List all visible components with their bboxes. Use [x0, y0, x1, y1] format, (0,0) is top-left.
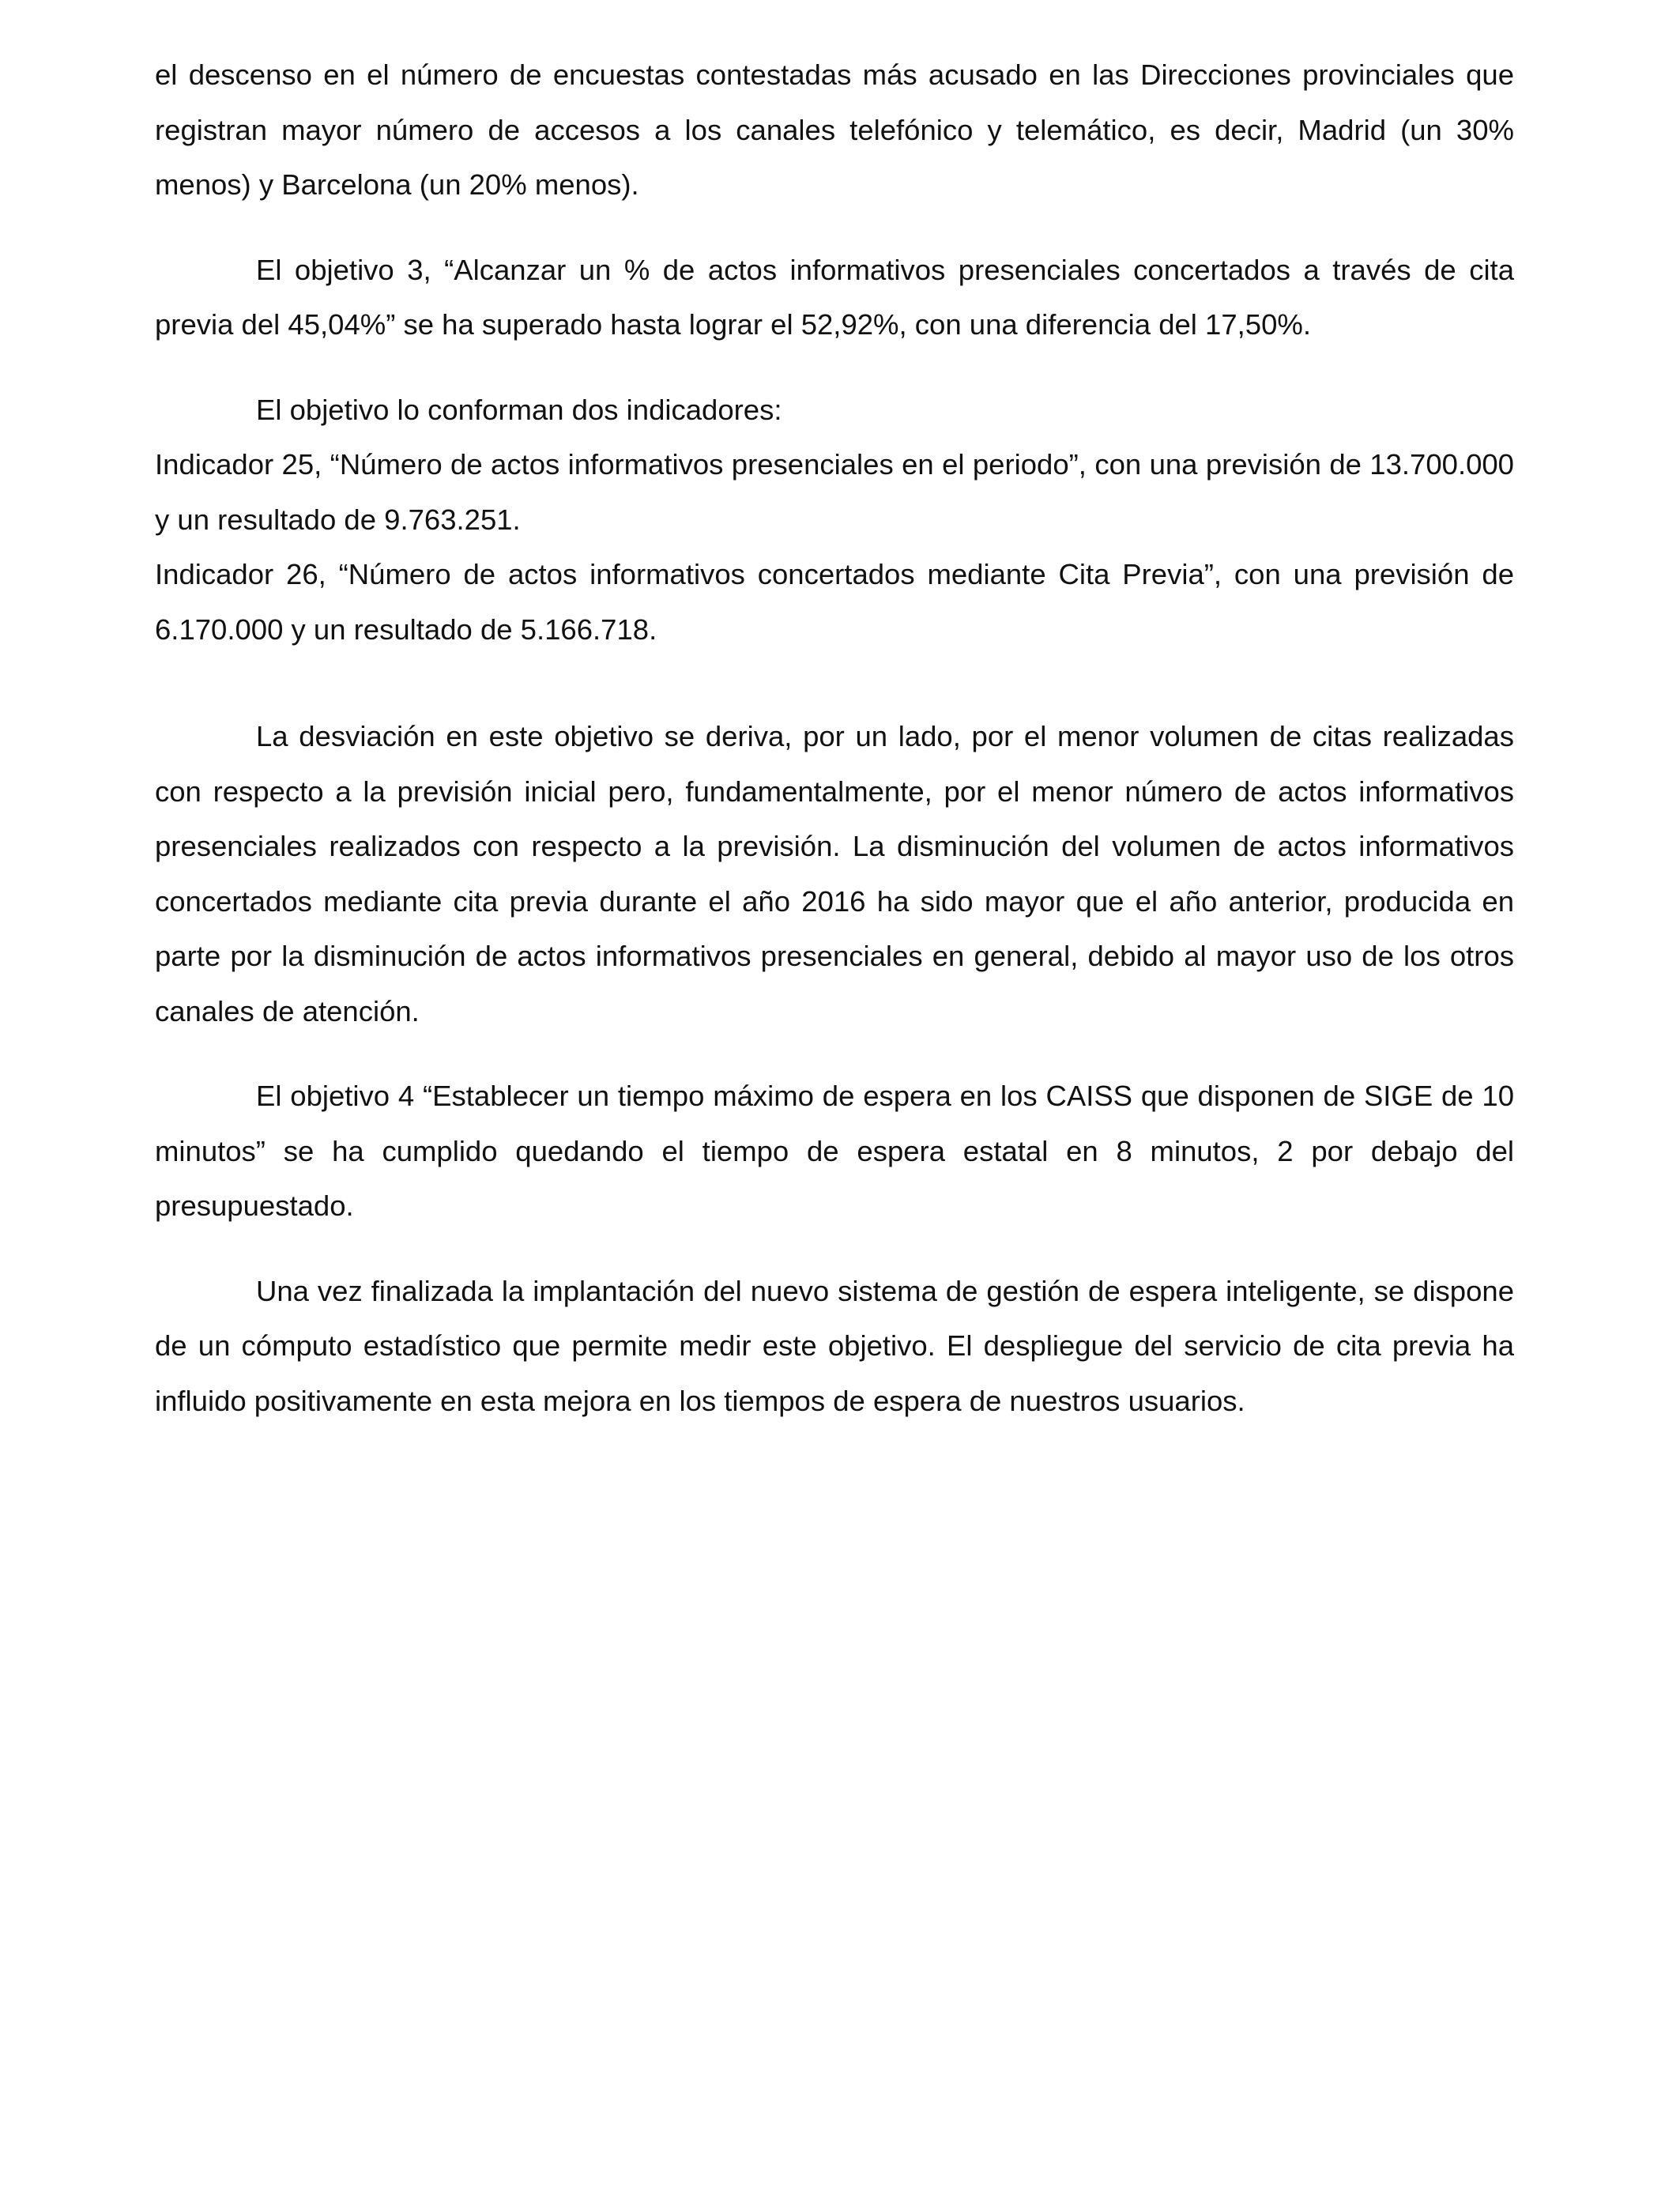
document-page [155, 47, 1514, 1428]
paragraph-desviacion: La desviación en este objetivo se deriva, por un lado, por el menor volumen de citas realizadas con respecto a la previsión inicial pero, fundamentalmente, por el menor número de actos informativos presenciales realizados con respecto a la previsión. La disminución del volumen de actos informativos concertados mediante cita previa durante el año 2016 ha sido mayor que el año anterior, producida en parte por la disminución de actos informativos presenciales en general, debido al mayor uso de los otros canales de atención. [155, 720, 1514, 1027]
paragraph-indicador-26: Indicador 26, “Número de actos informativos concertados mediante Cita Previa”, con una previsión de 6.170.000 y un resultado de 5.166.718. [155, 558, 1514, 646]
paragraph-encuestas: el descenso en el número de encuestas contestadas más acusado en las Direcciones provinciales que registran mayor número de accesos a los canales telefónico y telemático, es decir, Madrid (un 30% menos) y Barcelona (un 20% menos). [155, 58, 1514, 201]
paragraph-indicador-25: Indicador 25, “Número de actos informativos presenciales en el periodo”, con una previsión de 13.700.000 y un resultado de 9.763.251. [155, 448, 1514, 536]
paragraph-objetivo-4: El objetivo 4 “Establecer un tiempo máximo de espera en los CAISS que disponen de SIGE de 10 minutos” se ha cumplido quedando el tiempo de espera estatal en 8 minutos, 2 por debajo del presupuestado. [155, 1080, 1514, 1222]
paragraph-objetivo-3: El objetivo 3, “Alcanzar un % de actos informativos presenciales concertados a través de cita previa del 45,04%” se ha superado hasta lograr el 52,92%, con una diferencia del 17,50%. [155, 253, 1514, 341]
paragraph-indicadores-intro: El objetivo lo conforman dos indicadores: [256, 393, 782, 426]
paragraph-sistema-espera: Una vez finalizada la implantación del nuevo sistema de gestión de espera inteligente, se dispone de un cómputo estadístico que permite medir este objetivo. El despliegue del servicio de cita previa ha influido positivamente en esta mejora en los tiempos de espera de nuestros usuarios. [155, 1274, 1514, 1417]
